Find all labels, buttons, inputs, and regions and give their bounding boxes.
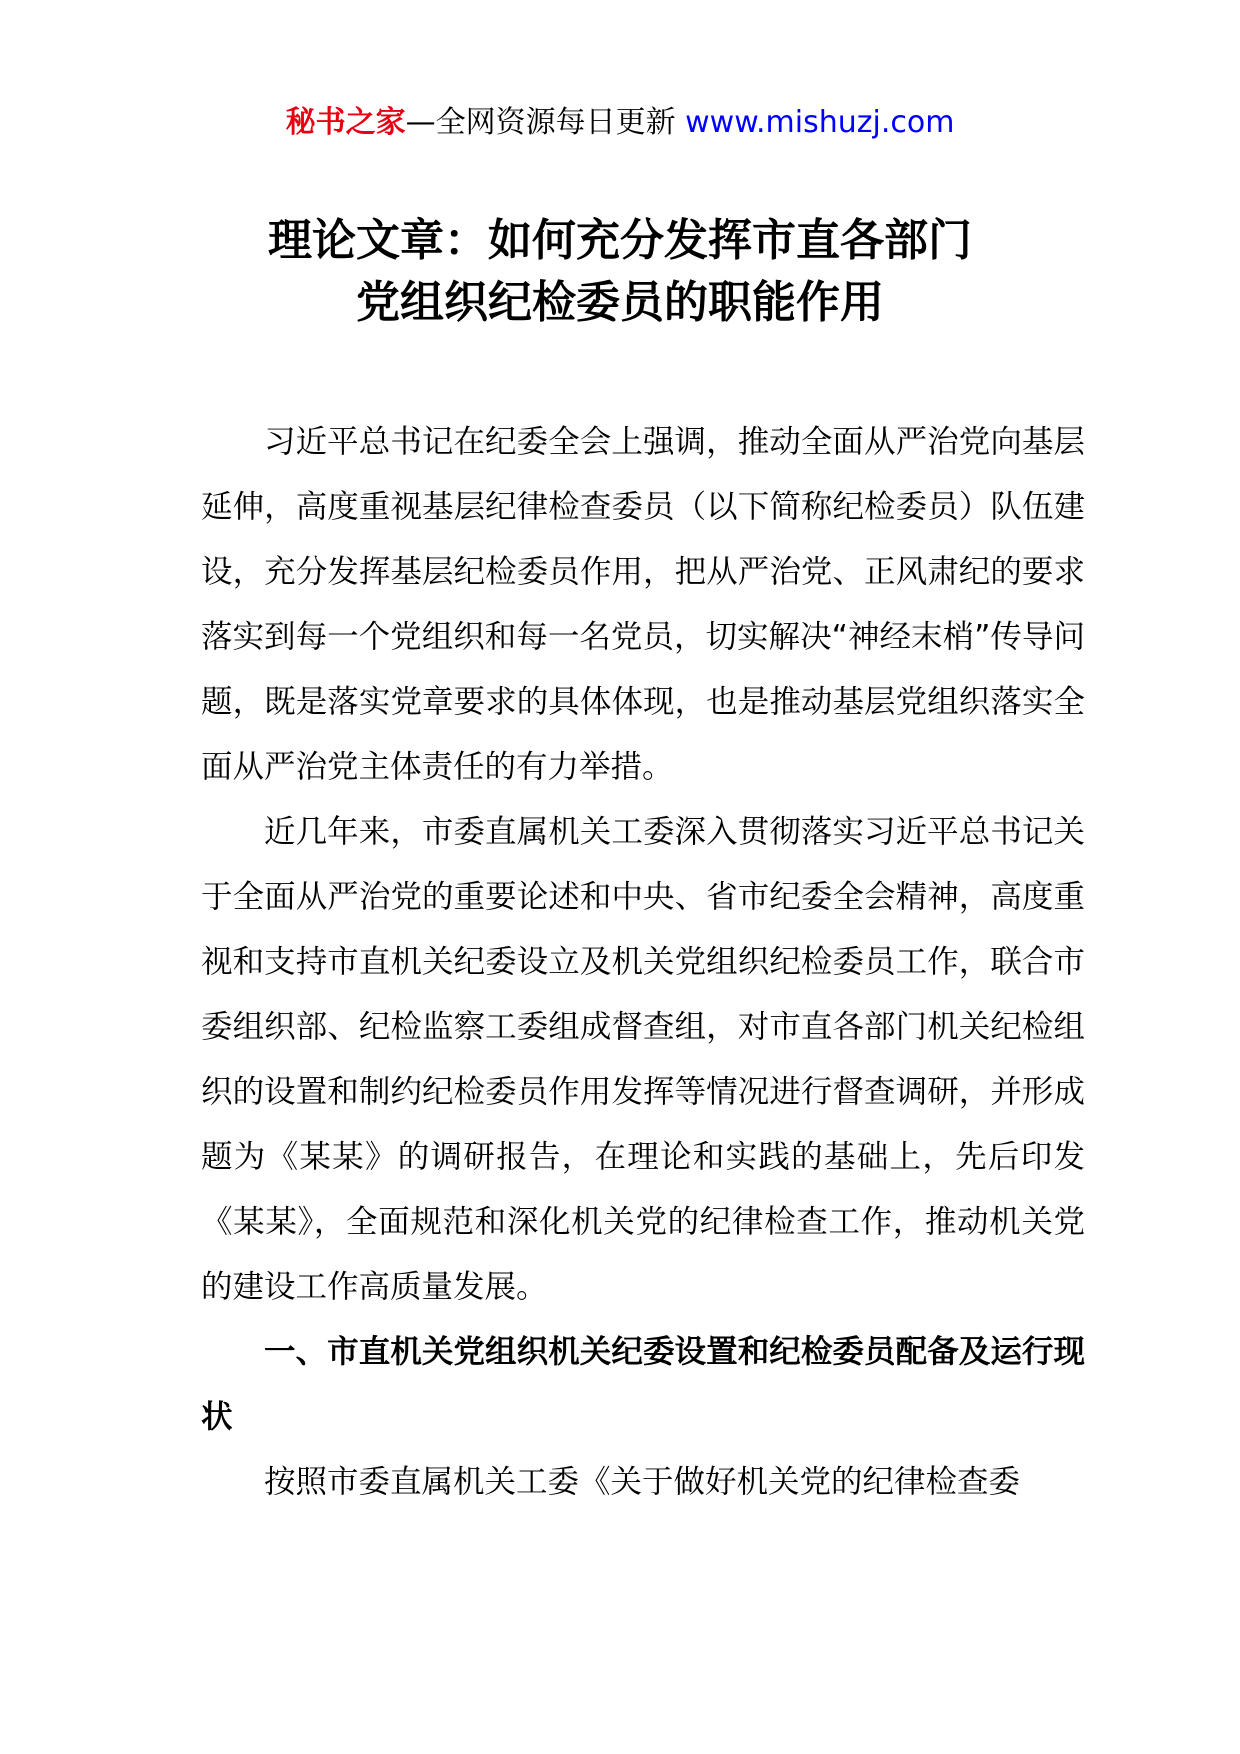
brand-name: 秘书之家 — [285, 105, 406, 140]
header-tagline: —全网资源每日更新 — [405, 105, 676, 140]
body-paragraph: 习近平总书记在纪委全会上强调，推动全面从严治党向基层延伸，高度重视基层纪律检查委员（以下简称纪检委员）队伍建设，充分发挥基层纪检委员作用，把从严治党、正风肃纪的要求落实到每一个党组织和每一名党员，切实解决“神经末梢”传导问题，既是落实党章要求的具体体现，也是推动基层党组织落实全面从严治党主体责任的有力举措。 — [201, 424, 1085, 785]
title-line-1: 理论文章：如何充分发挥市直各部门 — [268, 215, 972, 266]
document-title — [0, 210, 1240, 334]
title-line-2: 党组织纪检委员的职能作用 — [356, 277, 884, 328]
site-link[interactable]: www.mishuzj.com — [685, 105, 955, 140]
body-paragraph: 近几年来，市委直属机关工委深入贯彻落实习近平总书记关于全面从严治党的重要论述和中央、省市纪委全会精神，高度重视和支持市直机关纪委设立及机关党组织纪检委员工作，联合市委组织部、纪检监察工委组成督查组，对市直各部门机关纪检组织的设置和制约纪检委员作用发挥等情况进行督查调研，并形成题为《某某》的调研报告，在理论和实践的基础上，先后印发《某某》，全面规范和深化机关党的纪律检查工作，推动机关党的建设工作高质量发展。 — [201, 814, 1085, 1305]
section-heading: 一、市直机关党组织机关纪委设置和纪检委员配备及运行现状 — [201, 1334, 1085, 1435]
document-body — [201, 410, 1085, 1515]
body-paragraph: 按照市委直属机关工委《关于做好机关党的纪律检查委 — [264, 1464, 1021, 1500]
page-header — [0, 98, 1240, 148]
